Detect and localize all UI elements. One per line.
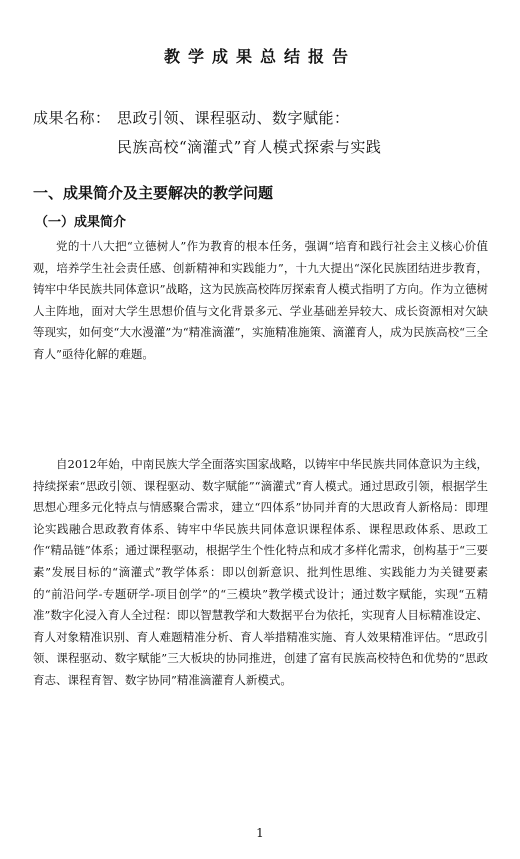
achievement-name-label: 成果名称： [33,109,111,127]
report-title: 教学成果总结报告 [163,47,356,66]
achievement-name-line-2: 民族高校“滴灌式”育人模式探索与实践 [117,138,382,156]
achievement-name-line-1: 思政引领、课程驱动、数字赋能： [117,109,350,127]
body-paragraph-1: 党的十八大把“立德树人”作为教育的根本任务，强调“培育和践行社会主义核心价值观，培养学生社会责任感、创新精神和实践能力”，十九大提出“深化民族团结进步教育，铸牢中华民族共同体意识”战略，这为民族高校阵厉探索育人模式指明了方向。作为立德树人主阵地，面对大学生思想价值与文化背景多元、学业基础差异较大、成长资源相对欠缺等现实，如何变“大水漫灌”为“精准滴灌”，实施精准施策、滴灌育人，成为民族高校“三全育人”亟待化解的难题。 [33,239,488,361]
body-paragraph-2: 自2012年始，中南民族大学全面落实国家战略，以铸牢中华民族共同体意识为主线，持续探索“思政引领、课程驱动、数字赋能”“滴灌式”育人模式。通过思政引领，根据学生思想心理多元化特点与情感聚合需求，建立“四体系”协同并育的大思政育人新格局：即理论实践融合思政教育体系、铸牢中华民族共同体意识课程体系、课程思政体系、思政工作“精品链”体系；通过课程驱动，根据学生个性化特点和成才多样化需求，创构基于“三要素”发展目标的“滴灌式”教学体系：即以创新意识、批判性思维、实践能力为关键要素的“前沿问学-专题研学-项目创学”的“三模块”教学模式设计；通过数字赋能，实现“五精准”数字化浸入育人全过程：即以智慧教学和大数据平台为依托，实现育人目标精准设定、育人对象精准识别、育人难题精准分析、育人举措精准实施、育人效果精准评估。“思政引领、课程驱动、数字赋能”三大板块的协同推进，创建了富有民族高校特色和优势的“思政育志、课程育智、数字协同”精准滴灌育人新模式。 [33,457,488,687]
page-number: 1 [256,826,264,840]
section-heading: 一、成果简介及主要解决的教学问题 [33,184,274,202]
subsection-heading: （一）成果简介 [35,215,127,230]
